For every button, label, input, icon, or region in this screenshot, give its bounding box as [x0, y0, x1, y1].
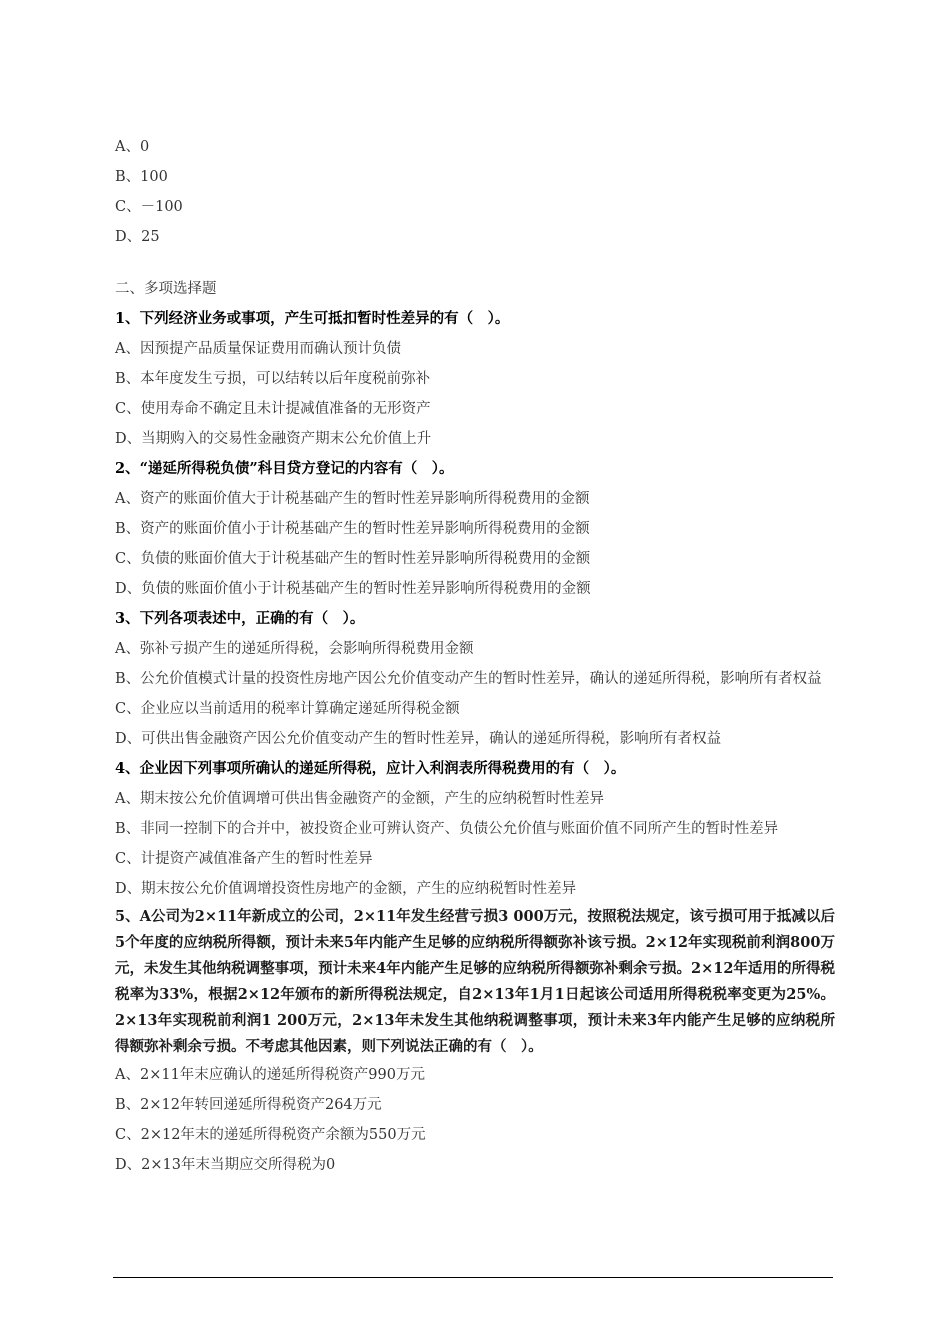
question-4-option-d: D、期末按公允价值调增投资性房地产的金额，产生的应纳税暂时性差异 [115, 881, 577, 897]
question-5-option-d: D、2×13年末当期应交所得税为0 [115, 1157, 336, 1173]
question-2-option-d: D、负债的账面价值小于计税基础产生的暂时性差异影响所得税费用的金额 [115, 581, 591, 597]
question-5-option-c: C、2×12年末的递延所得税资产余额为550万元 [115, 1127, 426, 1143]
question-5-stem: 5、A公司为2×11年新成立的公司，2×11年发生经营亏损3 000万元，按照税法规定，该亏损可用于抵减以后5个年度的应纳税所得额，预计未来5年内能产生足够的应纳税所得额弥补该亏损。2×12年实现税前利润800万元，未发生其他纳税调整事项，预计未来4年内能产生足够的应纳税所得额弥补剩余亏损。2×12年适用的所得税税率为33%，根据2×12年颁布的新所得税法规定，自2×13年1月1日起该公司适用所得税税率变更为25%。2×13年实现税前利润1 200万元，2×13年未发生其他纳税调整事项，预计未来3年内能产生足够的应纳税所得额弥补剩余亏损。不考虑其他因素，则下列说法正确的有（ ）。 [115, 908, 835, 1055]
question-3-option-d: D、可供出售金融资产因公允价值变动产生的暂时性差异，确认的递延所得税，影响所有者权益 [115, 731, 722, 747]
prev-option-c: C、－100 [115, 199, 183, 215]
prev-option-a: A、0 [115, 139, 150, 155]
question-3-stem: 3、下列各项表述中，正确的有（ ）。 [115, 610, 365, 627]
question-3-option-b: B、公允价值模式计量的投资性房地产因公允价值变动产生的暂时性差异，确认的递延所得税，影响所有者权益 [115, 671, 822, 687]
question-2-option-c: C、负债的账面价值大于计税基础产生的暂时性差异影响所得税费用的金额 [115, 551, 591, 567]
question-4-option-a: A、期末按公允价值调增可供出售金融资产的金额，产生的应纳税暂时性差异 [115, 791, 604, 807]
document-page [115, 132, 835, 1180]
question-1-option-b: B、本年度发生亏损，可以结转以后年度税前弥补 [115, 371, 431, 387]
question-2-option-b: B、资产的账面价值小于计税基础产生的暂时性差异影响所得税费用的金额 [115, 521, 590, 537]
footer-divider [113, 1277, 833, 1278]
question-5-option-a: A、2×11年末应确认的递延所得税资产990万元 [115, 1067, 425, 1083]
question-3-option-c: C、企业应以当前适用的税率计算确定递延所得税金额 [115, 701, 460, 717]
question-4-stem: 4、企业因下列事项所确认的递延所得税，应计入利润表所得税费用的有（ ）。 [115, 760, 626, 777]
section-title: 二、多项选择题 [115, 281, 217, 297]
prev-option-d: D、25 [115, 229, 160, 245]
question-1-option-c: C、使用寿命不确定且未计提减值准备的无形资产 [115, 401, 431, 417]
question-3-option-a: A、弥补亏损产生的递延所得税，会影响所得税费用金额 [115, 641, 474, 657]
question-2-option-a: A、资产的账面价值大于计税基础产生的暂时性差异影响所得税费用的金额 [115, 491, 590, 507]
question-1-option-d: D、当期购入的交易性金融资产期末公允价值上升 [115, 431, 432, 447]
question-4-option-c: C、计提资产减值准备产生的暂时性差异 [115, 851, 373, 867]
question-1-stem: 1、下列经济业务或事项，产生可抵扣暂时性差异的有（ ）。 [115, 310, 510, 327]
question-1-option-a: A、因预提产品质量保证费用而确认预计负债 [115, 341, 401, 357]
question-4-option-b: B、非同一控制下的合并中，被投资企业可辨认资产、负债公允价值与账面价值不同所产生的暂时性差异 [115, 821, 779, 837]
question-5-option-b: B、2×12年转回递延所得税资产264万元 [115, 1097, 382, 1113]
prev-option-b: B、100 [115, 169, 168, 185]
question-2-stem: 2、“递延所得税负债”科目贷方登记的内容有（ ）。 [115, 460, 454, 477]
